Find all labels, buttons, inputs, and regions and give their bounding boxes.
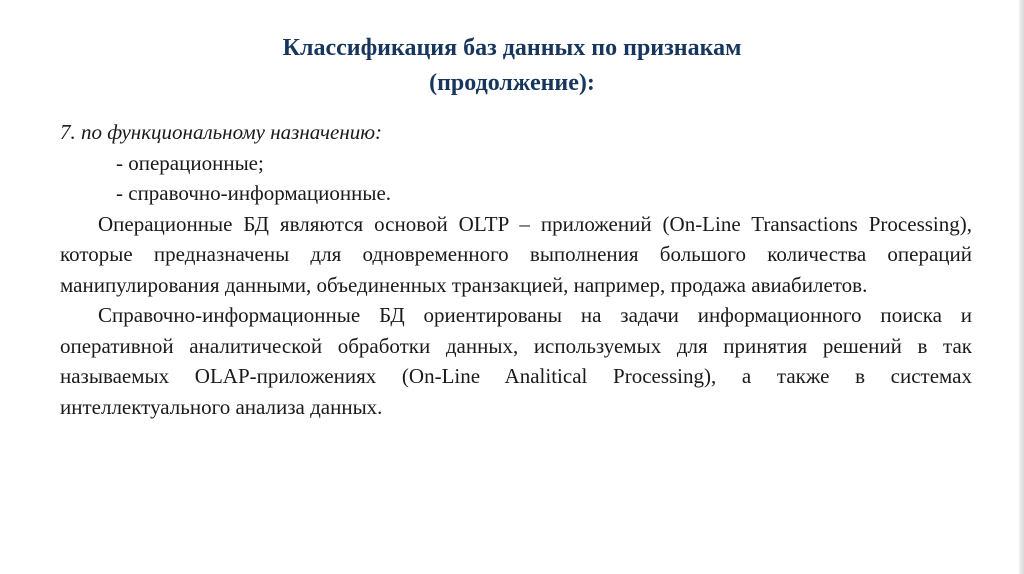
point-heading: 7. по функциональному назначению:	[60, 120, 383, 144]
title-line-2: (продолжение):	[429, 70, 595, 96]
title-line-1: Классификация баз данных по признакам	[282, 35, 742, 61]
bullet-reference: - справочно-информационные.	[116, 181, 392, 205]
bullet-operational: - операционные;	[116, 150, 264, 175]
slide-title	[0, 31, 1024, 101]
slide-body	[60, 117, 972, 422]
paragraph-oltp: Операционные БД являются основой OLTP – приложений (On-Line Transactions Processing), которые предназначены для одновременного выполнения большого количества операций манипулирования данными, объединенных транзакцией, например, продажа авиабилетов.	[60, 211, 972, 297]
paragraph-olap: Справочно-информационные БД ориентированы на задачи информационного поиска и оперативной аналитической обработки данных, используемых для принятия решений в так называемых OLAP-приложениях (On-Line Analitical Processing), а также в системах интеллектуального анализа данных.	[60, 303, 972, 419]
